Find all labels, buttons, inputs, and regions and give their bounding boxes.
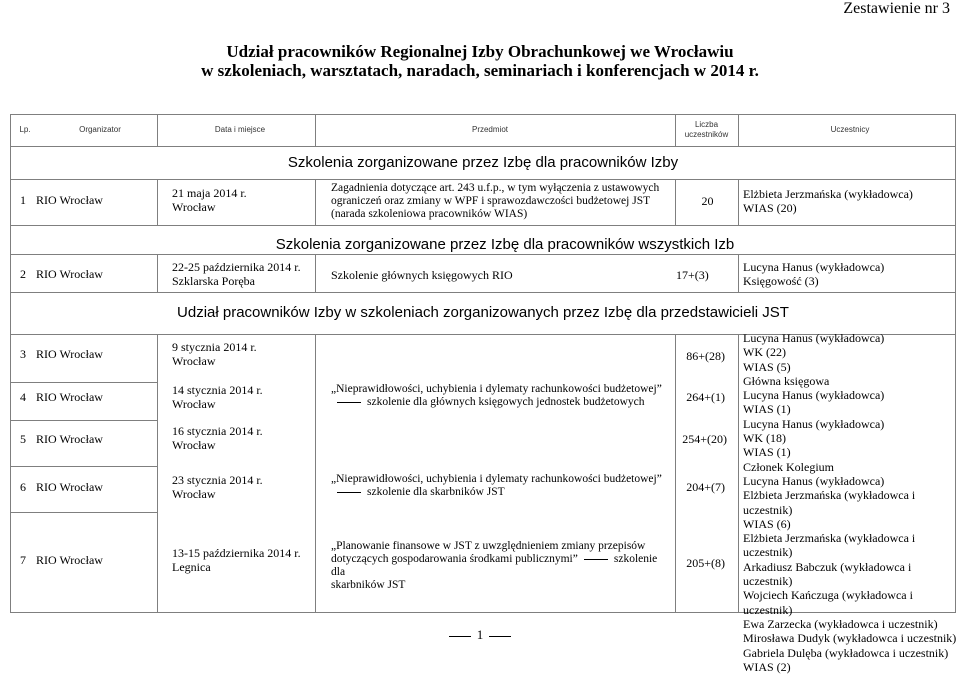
row-7-organizer: RIO Wrocław <box>36 553 103 567</box>
row-7-date-place <box>172 546 301 574</box>
subject-3-line-2 <box>331 553 663 579</box>
row-1-participant-2: WIAS (20) <box>743 201 797 215</box>
subject-3-line-1: „Planowanie finansowe w JST z uwzględnieniem zmiany przepisów <box>331 540 646 552</box>
row-2-date: 22-25 października 2014 r. <box>172 260 301 274</box>
header-date-place: Data i miejsce <box>214 125 266 134</box>
row-5-date-place <box>172 424 263 452</box>
subject-financial-planning <box>331 540 663 592</box>
participant-line: Lucyna Hanus (wykładowca) <box>743 331 885 345</box>
row-1-subject-line-3: (narada szkoleniowa pracowników WIAS) <box>331 208 528 220</box>
row-5-organizer: RIO Wrocław <box>36 432 103 446</box>
participant-line: Lucyna Hanus (wykładowca) <box>743 473 885 488</box>
row-1-place: Wrocław <box>172 200 216 214</box>
subject-1-line-1: „Nieprawidłowości, uchybienia i dylematy rachunkowości budżetowej” <box>331 383 662 395</box>
row-2-date-place <box>172 260 301 288</box>
row-6-lp: 6 <box>20 480 26 494</box>
annex-label: Zestawienie nr 3 <box>843 0 950 17</box>
participant-line: Ewa Zarzecka (wykładowca i uczestnik) <box>743 616 938 631</box>
subject-2-line-2 <box>331 486 663 499</box>
row-3-organizer: RIO Wrocław <box>36 347 103 361</box>
subject-accounting-treasurers <box>331 473 663 499</box>
header-subject: Przedmiot <box>471 125 508 134</box>
subject-3-line-2-text: dotyczących gospodarowania środkami publicznymi” <box>331 553 578 565</box>
row-1-count: 20 <box>701 194 714 208</box>
row-5-lp: 5 <box>20 432 26 446</box>
row-3-count: 86+(28) <box>686 349 725 363</box>
participant-line: Elżbieta Jerzmańska (wykładowca i uczestnik) <box>743 488 916 517</box>
section-3-title: Udział pracowników Izby w szkoleniach zorganizowanych przez Izbę dla przedstawicieli JST <box>177 304 789 321</box>
row-1-date-place <box>172 186 247 214</box>
participant-line: Gabriela Dulęba (wykładowca i uczestnik) <box>743 645 949 660</box>
page-number-text: 1 <box>476 627 484 642</box>
section-2-title: Szkolenia zorganizowane przez Izbę dla pracowników wszystkich Izb <box>275 236 735 253</box>
row-3-date: 9 stycznia 2014 r. <box>172 340 257 354</box>
row-2-lp: 2 <box>20 267 26 281</box>
header-count <box>675 120 738 140</box>
row-7-count: 205+(8) <box>686 556 725 570</box>
section-3-participants <box>743 331 960 674</box>
subject-1-line-2 <box>331 396 663 409</box>
participant-line: Mirosława Dudyk (wykładowca i uczestnik) <box>743 631 957 646</box>
subject-3-line-2-tail: szkolenie dla <box>331 553 658 578</box>
row-2-subject: Szkolenie głównych księgowych RIO <box>331 268 513 282</box>
participant-line: WIAS (6) <box>743 516 791 531</box>
row-2-participants <box>743 260 884 288</box>
title-line-1: Udział pracowników Regionalnej Izby Obrachunkowej we Wrocławiu <box>226 42 734 61</box>
row-6-place: Wrocław <box>172 487 216 501</box>
participant-line: Główna księgowa <box>743 373 830 388</box>
row-2-organizer: RIO Wrocław <box>36 267 103 281</box>
document-title <box>0 42 960 80</box>
participant-line: WIAS (2) <box>743 659 791 674</box>
row-2-participant-2: Księgowość (3) <box>743 274 819 288</box>
row-2-participant-1: Lucyna Hanus (wykładowca) <box>743 260 885 274</box>
row-4-date: 14 stycznia 2014 r. <box>172 383 263 397</box>
row-6-date: 23 stycznia 2014 r. <box>172 473 263 487</box>
header-organizer: Organizator <box>79 125 121 134</box>
participant-line: WK (22) <box>743 345 786 360</box>
participant-line: WIAS (1) <box>743 402 791 417</box>
row-1-participant-1: Elżbieta Jerzmańska (wykładowca) <box>743 187 913 201</box>
row-6-count: 204+(7) <box>686 480 725 494</box>
subject-3-line-3: skarbników JST <box>331 579 406 591</box>
subject-1-line-2-text: szkolenie dla głównych księgowych jednostek budżetowych <box>367 396 645 408</box>
row-5-date: 16 stycznia 2014 r. <box>172 424 263 438</box>
title-line-2: w szkoleniach, warsztatach, naradach, seminariach i konferencjach w 2014 r. <box>201 61 759 80</box>
row-7-date: 13-15 października 2014 r. <box>172 546 301 560</box>
row-7-lp: 7 <box>20 553 26 567</box>
row-5-place: Wrocław <box>172 438 216 452</box>
row-4-place: Wrocław <box>172 397 216 411</box>
participant-line: Członek Kolegium <box>743 459 834 474</box>
row-1-subject-line-2: ograniczeń oraz zmiany w WPF i sprawozdawczości budżetowej JST <box>331 195 651 207</box>
header-count-line-1: Liczba <box>694 120 719 129</box>
participant-line: Lucyna Hanus (wykładowca) <box>743 388 885 403</box>
row-7-place: Legnica <box>172 560 211 574</box>
row-1-lp: 1 <box>20 193 26 207</box>
participant-line: WK (18) <box>743 431 786 446</box>
participant-line: Wojciech Kańczuga (wykładowca i uczestnik) <box>743 588 913 617</box>
row-5-count: 254+(20) <box>682 432 727 446</box>
subject-2-line-2-text: szkolenie dla skarbników JST <box>367 486 505 498</box>
participant-line: Lucyna Hanus (wykładowca) <box>743 416 885 431</box>
row-4-lp: 4 <box>20 390 26 404</box>
participant-line: WIAS (1) <box>743 445 791 460</box>
participant-line: Arkadiusz Babczuk (wykładowca i uczestnik) <box>743 559 912 589</box>
header-lp: Lp. <box>19 125 31 134</box>
row-1-participants <box>743 187 913 215</box>
row-6-organizer: RIO Wrocław <box>36 480 103 494</box>
row-2-place: Szklarska Poręba <box>172 274 255 288</box>
header-participants: Uczestnicy <box>830 125 870 134</box>
row-3-place: Wrocław <box>172 354 216 368</box>
row-3-date-place <box>172 340 257 368</box>
row-4-count: 264+(1) <box>686 390 725 404</box>
row-1-date: 21 maja 2014 r. <box>172 186 247 200</box>
row-3-lp: 3 <box>20 347 26 361</box>
row-4-organizer: RIO Wrocław <box>36 390 103 404</box>
participant-line: WIAS (5) <box>743 359 791 374</box>
subject-2-line-1: „Nieprawidłowości, uchybienia i dylematy rachunkowości budżetowej” <box>331 473 662 485</box>
subject-accounting-chief-accountants <box>331 383 663 409</box>
row-2-count: 17+(3) <box>676 268 709 282</box>
participant-line: Elżbieta Jerzmańska (wykładowca i uczestnik) <box>743 531 916 560</box>
row-4-date-place <box>172 383 263 411</box>
row-1-subject <box>331 182 671 221</box>
section-1-title: Szkolenia zorganizowane przez Izbę dla pracowników Izby <box>287 154 679 171</box>
row-1-organizer: RIO Wrocław <box>36 193 103 207</box>
row-1-subject-line-1: Zagadnienia dotyczące art. 243 u.f.p., w tym wyłączenia z ustawowych <box>331 182 660 194</box>
row-6-date-place <box>172 473 263 501</box>
header-count-line-2: uczestników <box>684 130 729 139</box>
